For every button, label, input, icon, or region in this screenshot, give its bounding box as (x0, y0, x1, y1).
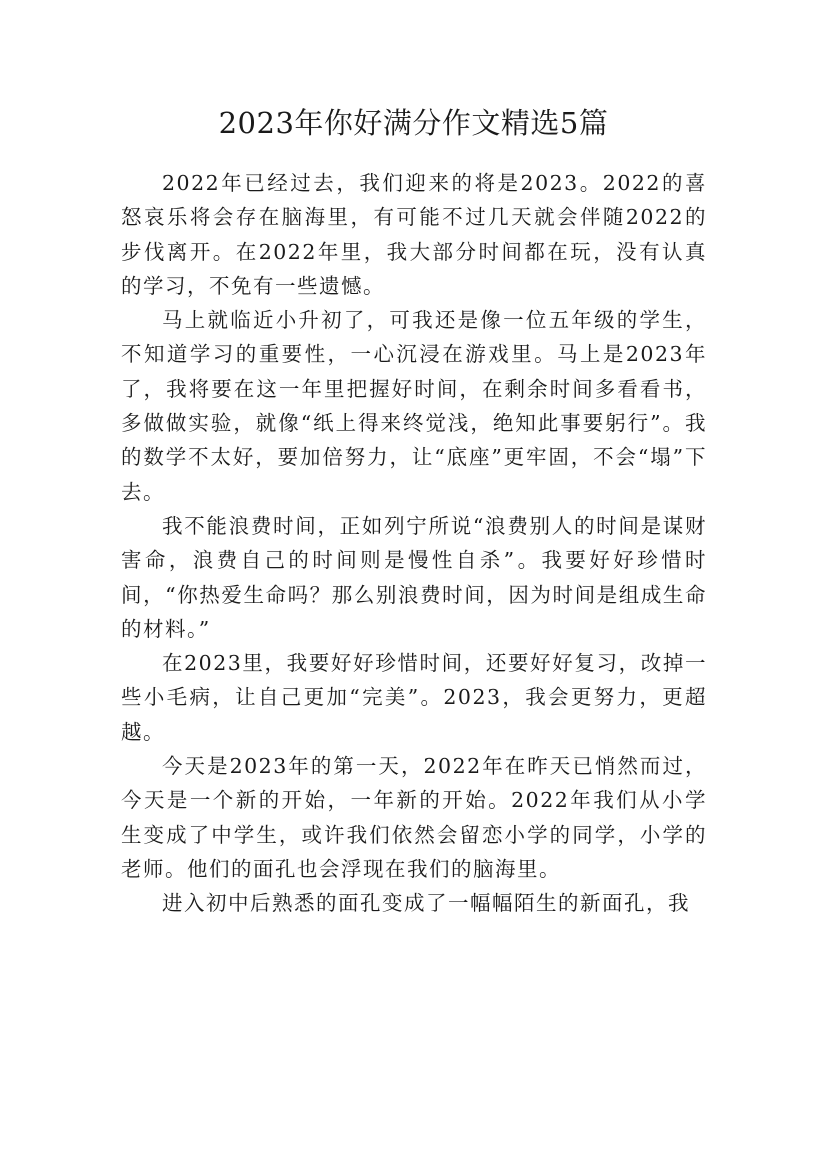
paragraph-3: 我不能浪费时间，正如列宁所说“浪费别人的时间是谋财害命，浪费自己的时间则是慢性自杀”。我要好好珍惜时间，“你热爱生命吗？那么别浪费时间，因为时间是组成生命的材料。” (121, 513, 707, 641)
paragraph-4: 在2023里，我要好好珍惜时间，还要好好复习，改掉一些小毛病，让自己更加“完美”。2023，我会更努力，更超越。 (121, 651, 707, 744)
document-title: 2023年你好满分作文精选5篇 (218, 106, 609, 140)
paragraph-5: 今天是2023年的第一天，2022年在昨天已悄然而过，今天是一个新的开始，一年新的开始。2022年我们从小学生变成了中学生，或许我们依然会留恋小学的同学，小学的老师。他们的面孔也会浮现在我们的脑海里。 (121, 754, 707, 881)
paragraph-1: 2022年已经过去，我们迎来的将是2023。2022的喜怒哀乐将会存在脑海里，有可能不过几天就会伴随2022的步伐离开。在2022年里，我大部分时间都在玩，没有认真的学习，不免有一些遗憾。 (121, 171, 707, 298)
paragraph-6: 进入初中后熟悉的面孔变成了一幅幅陌生的新面孔，我 (162, 891, 690, 916)
paragraph-2: 马上就临近小升初了，可我还是像一位五年级的学生，不知道学习的重要性，一心沉浸在游戏里。马上是2023年了，我将要在这一年里把握好时间，在剩余时间多看看书，多做做实验，就像“纸上得来终觉浅，绝知此事要躬行”。我的数学不太好，要加倍努力，让“底座”更牢固，不会“塌”下去。 (121, 308, 707, 504)
document-body (121, 166, 707, 921)
